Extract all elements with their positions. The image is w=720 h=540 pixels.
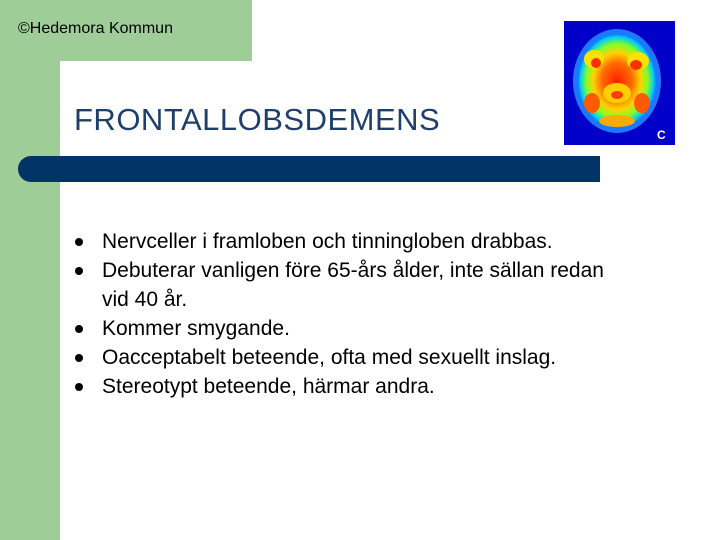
bullet-text: Stereotypt beteende, härmar andra. [102, 375, 435, 398]
image-corner-letter: C [657, 128, 666, 142]
bullet-text: Debuterar vanligen före 65-års ålder, inte sällan redan vid 40 år. [102, 259, 604, 311]
bullet-item [74, 256, 634, 314]
bullet-item [74, 314, 634, 343]
bullet-dot-icon [75, 354, 83, 362]
left-green-band [0, 0, 60, 540]
bullet-item [74, 372, 634, 401]
bullet-dot-icon [75, 325, 83, 333]
copyright-text: ©Hedemora Kommun [18, 20, 173, 37]
bullet-item [74, 343, 634, 372]
brain-scan-image [564, 21, 675, 145]
bullet-text: Nervceller i framloben och tinningloben drabbas. [102, 230, 553, 253]
bullet-text: Kommer smygande. [102, 317, 290, 340]
bullet-item [74, 227, 634, 256]
bullet-dot-icon [75, 383, 83, 391]
bullet-list [74, 227, 634, 401]
bullet-dot-icon [75, 267, 83, 275]
title-underline-bar [18, 156, 600, 182]
slide-title: FRONTALLOBSDEMENS [74, 102, 441, 137]
bullet-dot-icon [75, 238, 83, 246]
bullet-text: Oacceptabelt beteende, ofta med sexuellt inslag. [102, 346, 557, 369]
